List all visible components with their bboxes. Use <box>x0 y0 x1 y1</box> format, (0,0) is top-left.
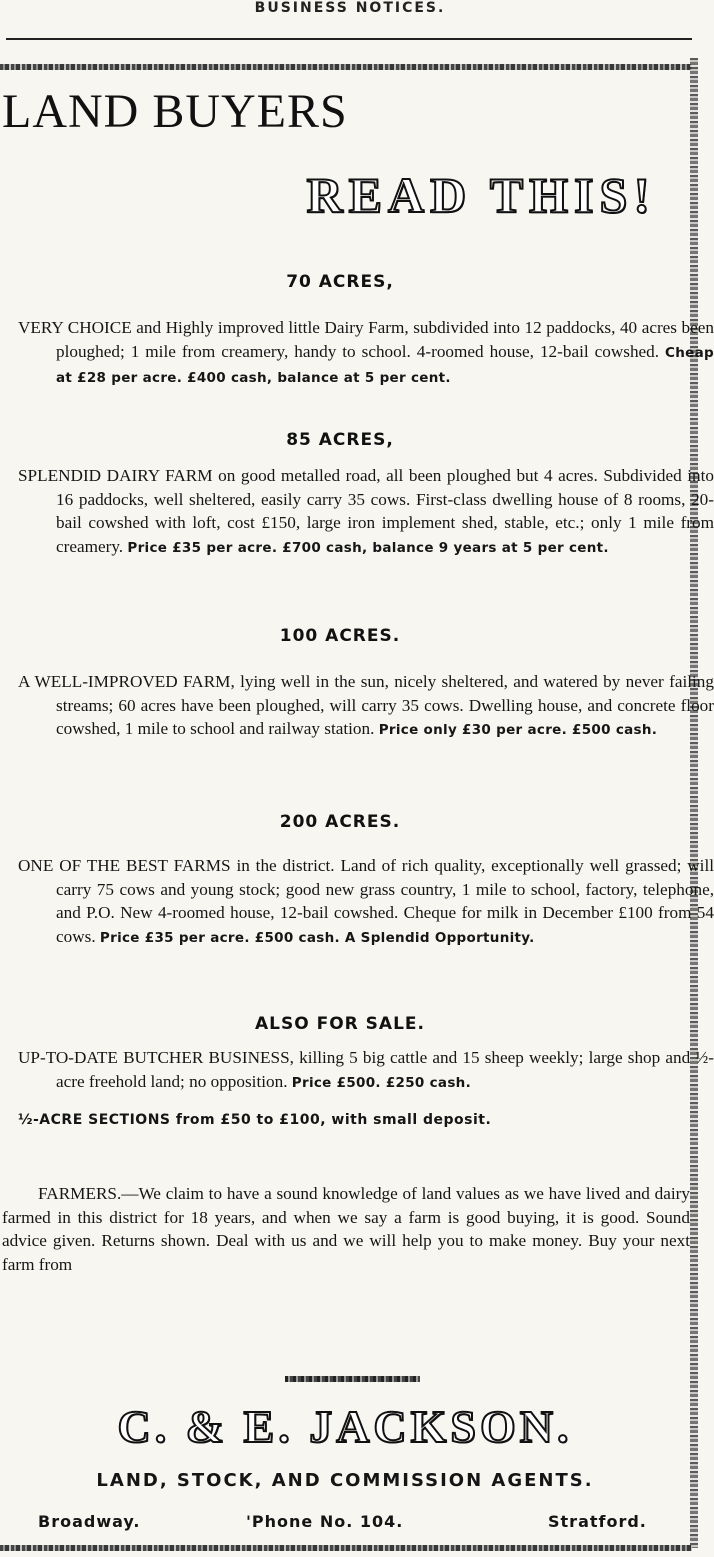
listing-terms: Price £35 per acre. £700 cash, balance 9 years at 5 per cent. <box>127 539 609 556</box>
divider <box>285 1376 420 1382</box>
listing-heading: 85 ACRES, <box>286 430 394 450</box>
farmers-paragraph <box>2 1182 690 1276</box>
sections-note: ½-ACRE SECTIONS from £50 to £100, with small deposit. <box>18 1112 492 1128</box>
listing-lead: UP-TO-DATE BUTCHER BUSINESS, <box>18 1048 294 1067</box>
listing-heading: 100 ACRES. <box>279 626 401 646</box>
bottom-border <box>0 1545 692 1551</box>
listing-text <box>18 670 714 743</box>
listing-body: in the district. Land of rich quality, exceptionally well grassed; will carry 75 cows and young stock; good new grass country, 1 mile to school, factory, telephone, and P.O. New 4-roomed house, 12-bail cowshed. Cheque for milk in December £100 from 54 cows. <box>56 856 714 946</box>
listing-body: killing 5 big cattle and 15 sheep weekly; large shop and ½-acre freehold land; no opposition. <box>56 1048 714 1091</box>
header-rule <box>6 38 692 40</box>
right-border <box>690 58 698 1548</box>
listing-heading: 200 ACRES. <box>279 812 401 832</box>
headline-read-this: READ THIS! <box>306 167 656 223</box>
listing-text <box>18 316 714 391</box>
farmers-body: —We claim to have a sound knowledge of land values as we have lived and dairy farmed in this district for 18 years, and when we say a farm is good buying, it is good. Sound advice given. Returns shown. Deal with us and we will help you to make money. Buy your next farm from <box>2 1184 690 1274</box>
listing-text <box>18 854 714 950</box>
listing-terms: Cheap at £28 per acre. £400 cash, balance at 5 per cent. <box>56 344 714 386</box>
listing-terms: Price £500. £250 cash. <box>291 1074 471 1091</box>
listing-heading: ALSO FOR SALE. <box>255 1014 425 1034</box>
top-border <box>0 64 692 70</box>
listing-lead: ONE OF THE BEST FARMS <box>18 856 231 875</box>
listing-body: lying well in the sun, nicely sheltered, and watered by never failing streams; 60 acres have been ploughed, will carry 35 cows. Dwelling house, and concrete floor cowshed, 1 mile to school and railway station. <box>56 672 714 738</box>
firm-street: Broadway. <box>38 1512 141 1531</box>
firm-town: Stratford. <box>548 1512 647 1531</box>
listing-text <box>18 464 714 560</box>
listing-lead: SPLENDID DAIRY FARM <box>18 466 213 485</box>
listing-terms: Price £35 per acre. £500 cash. A Splendid Opportunity. <box>99 929 535 946</box>
listing-lead: VERY CHOICE <box>18 318 132 337</box>
listing-heading: 70 ACRES, <box>286 272 394 292</box>
listing-lead: A WELL-IMPROVED FARM, <box>18 672 235 691</box>
listing-terms: Price only £30 per acre. £500 cash. <box>378 722 658 738</box>
farmers-lead: FARMERS. <box>38 1184 122 1203</box>
listing-body: and Highly improved little Dairy Farm, subdivided into 12 paddocks, 40 acres been ploughed; 1 mile from creamery, handy to school. 4-roomed house, 12-bail cowshed. <box>56 318 714 361</box>
listing-text <box>18 1046 714 1095</box>
firm-phone: 'Phone No. 104. <box>246 1512 404 1531</box>
listing-body: on good metalled road, all been ploughed but 4 acres. Subdivided into 16 paddocks, well sheltered, easily carry 35 cows. First-class dwelling house of 8 rooms, 20-bail cowshed with loft, cost £150, large iron implement shed, stable, etc.; only 1 mile from creamery. <box>56 466 714 556</box>
headline-land-buyers: LAND BUYERS <box>2 85 348 138</box>
firm-name: C. & E. JACKSON. <box>117 1401 573 1452</box>
firm-description: LAND, STOCK, AND COMMISSION AGENTS. <box>96 1470 594 1491</box>
section-header: BUSINESS NOTICES. <box>254 0 446 16</box>
